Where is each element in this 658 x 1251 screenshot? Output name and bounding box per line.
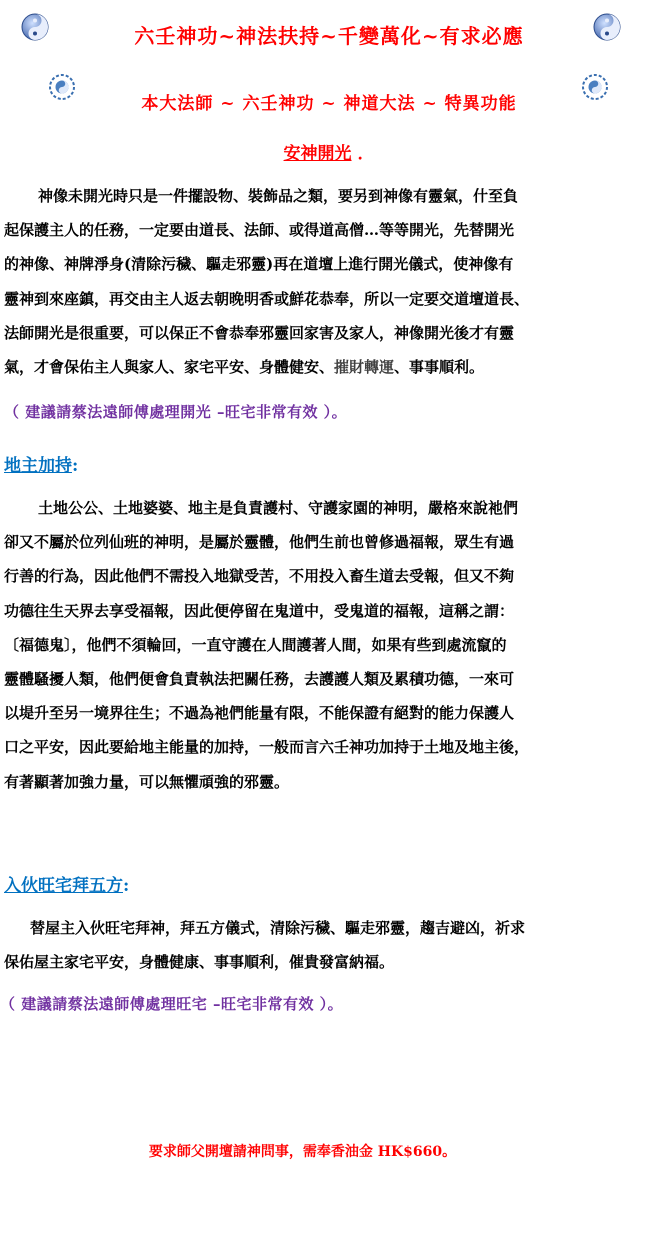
page-subtitle: 本大法師 ~ 六壬神功 ~ 神道大法 ~ 特異功能	[141, 94, 517, 114]
paragraph-line: 功德往生天界去享受福報，因此便停留在鬼道中，受鬼道的福報，這稱之謂：	[4, 601, 515, 620]
section-heading-text: 地主加持	[4, 456, 72, 476]
section-heading-suffix: :	[72, 456, 79, 476]
paragraph-line-end: 、事事順利。	[394, 358, 485, 377]
paragraph-line: 神像未開光時只是一件擺設物、裝飾品之類，要另到神像有靈氣，什至負	[38, 187, 519, 205]
paragraph-line: 保佑屋主家宅平安，身體健康、事事順利，催貴發富納福。	[4, 953, 395, 972]
section-heading-text: 入伙旺宅拜五方	[4, 876, 123, 896]
paragraph-line: 行善的行為，因此他們不需投入地獄受苦，不用投入畜生道去受報，但又不夠	[4, 567, 515, 586]
section-heading-suffix: :	[123, 876, 130, 896]
page-title: 六壬神功~神法扶持~千變萬化~有求必應	[134, 24, 524, 48]
paragraph-line: 土地公公、土地婆婆、地主是負責護村、守護家園的神明，嚴格來說祂們	[38, 499, 519, 517]
house-blessing-advice: （ 建議請蔡法遠師傅處理旺宅 –旺宅非常有效 ）。	[0, 995, 344, 1013]
paragraph-line: 替屋主入伙旺宅拜神，拜五方儀式，清除污穢、驅走邪靈，趨吉避凶，祈求	[30, 919, 526, 937]
paragraph-line: 靈神到來座鎮，再交由主人返去朝晚明香或鮮花恭奉，所以一定要交道壇道長、	[4, 289, 530, 308]
section-heading-text: 安神開光	[283, 144, 352, 164]
paragraph-line: 卻又不屬於位列仙班的神明，是屬於靈體，他們生前也曾修過福報，眾生有過	[4, 533, 515, 552]
paragraph-line: 口之平安，因此要給地主能量的加持，一般而言六壬神功加持于土地及地主後，	[4, 738, 530, 757]
paragraph-line: 有著顯著加強力量，可以無懼頑強的邪靈。	[4, 772, 290, 791]
paragraph-highlight: 摧財轉運	[334, 358, 395, 377]
land-lord-paragraph	[4, 491, 654, 799]
section-heading-consecration	[0, 139, 658, 164]
paragraph-line: 靈體騷擾人類，他們便會負責執法把關任務，去護護人類及累積功德，一來可	[4, 670, 515, 689]
consecration-paragraph	[4, 179, 654, 384]
consecration-advice: （ 建議請蔡法遠師傅處理開光 –旺宅非常有效 ）。	[4, 403, 348, 421]
paragraph-line: 〔福德鬼〕，他們不須輪回，一直守護在人間護著人間，如果有些到處流竄的	[4, 635, 507, 654]
paragraph-line: 起保護主人的任務，一定要由道長、法師、或得道高僧…等等開光，先替開光	[4, 221, 515, 240]
paragraph-line: 氣，才會保佑主人與家人、家宅平安、身體健安、	[4, 358, 335, 377]
house-blessing-paragraph	[4, 911, 654, 979]
paragraph-line: 以堤升至另一境界往生；不過為祂們能量有限，不能保證有絕對的能力保護人	[4, 704, 515, 723]
paragraph-line: 法師開光是很重要，可以保正不會恭奉邪靈回家害及家人，神像開光後才有靈	[4, 323, 515, 342]
paragraph-line: 的神像、神牌淨身(清除污穢、驅走邪靈)再在道壇上進行開光儀式，使神像有	[4, 255, 514, 274]
fee-notice: 要求師父開壇請神問事，需奉香油金 HK$660。	[148, 1144, 457, 1160]
section-heading-land-lord	[4, 451, 78, 476]
section-heading-suffix: ．	[357, 144, 375, 164]
section-heading-house-blessing	[4, 871, 129, 896]
